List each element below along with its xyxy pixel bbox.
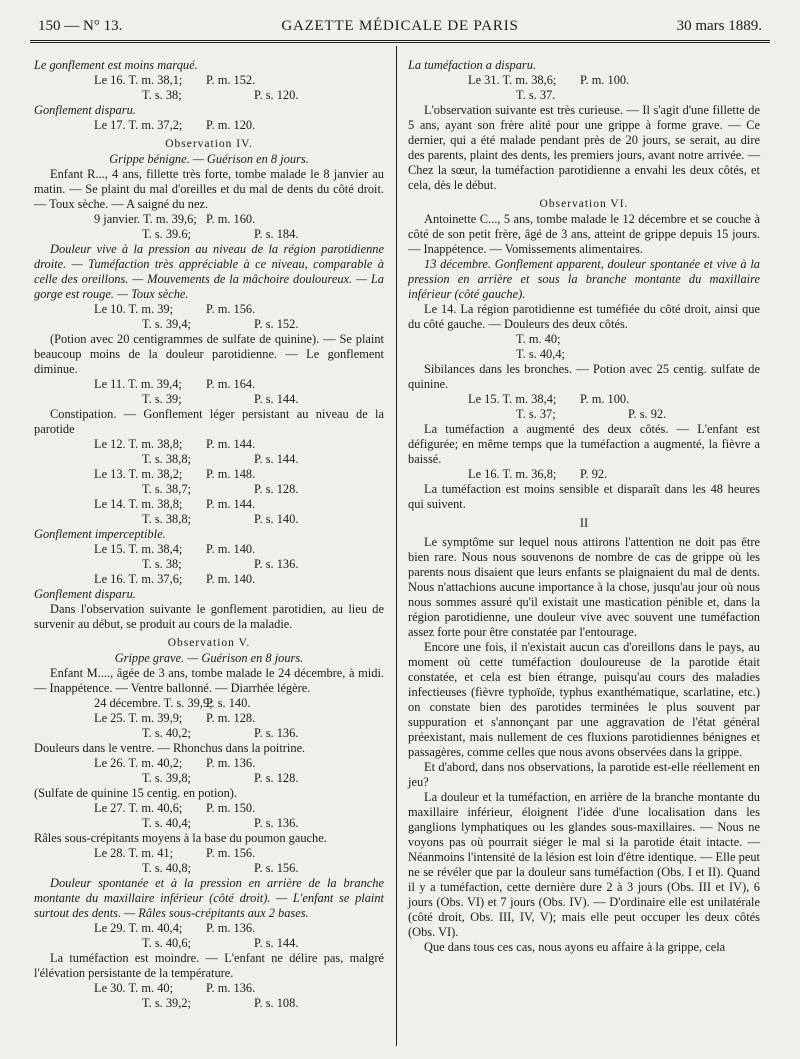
vitals-row (34, 88, 384, 103)
temperature-reading: T. s. 38; (142, 88, 182, 102)
issue-date: 30 mars 1889. (676, 18, 762, 34)
text-line: (Sulfate de quinine 15 centig. en potion). (34, 786, 238, 800)
vitals-row (34, 73, 384, 88)
vitals-row (34, 482, 384, 497)
paragraph: Le symptôme sur lequel nous attirons l'attention ne doit pas être bien rare. Nous nous souvenons de nombre de cas de grippe où les parents nous disaient que leurs enfants se plaignaient du mal de dents. Nous n'attachions aucune importance à la chose, jusqu'au jour où nous nous sommes assuré qu'il existait une mastication pénible et, dans la région parotidienne, une douleur vive avec souvent une tuméfaction assez forte pour être constatée par l'entourage. (408, 535, 760, 639)
pulse-reading: P. m. 136. (206, 921, 256, 935)
italic-note: La tuméfaction a disparu. (408, 58, 537, 72)
vitals-row (34, 996, 384, 1011)
vitals-row (34, 452, 384, 467)
temperature-reading: T. s. 39; (142, 392, 182, 406)
paragraph: Encore une fois, il n'existait aucun cas d'oreillons dans le pays, au moment où cette tuméfaction douloureuse de la parotide était constatée, et cela est bien étrange, puisqu'au cours des maladies infectieuses (fièvre typhoïde, typhus exanthématique, scarlatine, etc.) on constate bien des parotides terminées le plus souvent par suppuration et s'annonçant par une aggravation de l'état général préexistant, mais nullement de ces fluxions parotidiennes bénignes et passagères, comme celles que nous avons observées dans la grippe. (408, 640, 760, 759)
paragraph: Sibilances dans les bronches. — Potion avec 25 centig. sulfate de quinine. (408, 362, 760, 391)
paragraph: Dans l'observation suivante le gonflement parotidien, au lieu de survenir au début, se produit au cours de la maladie. (34, 602, 384, 631)
vitals-row (34, 846, 384, 861)
pulse-reading: P. s. 156. (254, 861, 299, 875)
paragraph: La tuméfaction est moindre. — L'enfant ne délire pas, malgré l'élévation persistante de la température. (34, 951, 384, 980)
vitals-row (34, 512, 384, 527)
vitals-row (34, 726, 384, 741)
pulse-reading: P. m. 144. (206, 497, 256, 511)
vitals-row (34, 711, 384, 726)
vitals-row (34, 118, 384, 133)
vitals-row (34, 921, 384, 936)
temperature-reading: Le 13. T. m. 38,2; (94, 467, 183, 481)
pulse-reading: P. s. 152. (254, 317, 299, 331)
pulse-reading: P. m. 120. (206, 118, 256, 132)
right-column (408, 58, 760, 955)
vitals-row (408, 332, 760, 347)
paragraph: Enfant R..., 4 ans, fillette très forte, tombe malade le 8 janvier au matin. — Se plaint du mal d'oreilles et du mal de dents du côté droit. — Toux sèche. — A saigné du nez. (34, 167, 384, 211)
paragraph: 13 décembre. Gonflement apparent, douleur spontanée et vive à la pression en arrière et sous la branche montante du maxillaire inférieur (côté gauche). (408, 257, 760, 301)
temperature-reading: T. s. 38,8; (142, 452, 191, 466)
text-line: Douleurs dans le ventre. — Rhonchus dans la poitrine. (34, 741, 306, 755)
pulse-reading: P. m. 164. (206, 377, 256, 391)
pulse-reading: P. m. 136. (206, 756, 256, 770)
vitals-row (34, 771, 384, 786)
vitals-row (34, 801, 384, 816)
temperature-reading: T. s. 37. (516, 88, 556, 102)
paragraph: Que dans tous ces cas, nous ayons eu affaire à la grippe, cela (424, 940, 726, 954)
pulse-reading: P. s. 184. (254, 227, 299, 241)
vitals-row (408, 467, 760, 482)
vitals-row (408, 73, 760, 88)
pulse-reading: P. m. 128. (206, 711, 256, 725)
vitals-row (34, 542, 384, 557)
temperature-reading: T. s. 39.6; (142, 227, 191, 241)
vitals-row (34, 377, 384, 392)
paragraph: Constipation. — Gonflement léger persistant au niveau de la parotide (34, 407, 384, 436)
pulse-reading: P. s. 144. (254, 392, 299, 406)
text-line: Râles sous-crépitants moyens à la base du poumon gauche. (34, 831, 327, 845)
pulse-reading: P. s. 108. (254, 996, 299, 1010)
temperature-reading: T. s. 40,4; (516, 347, 565, 361)
vitals-row (34, 212, 384, 227)
pulse-reading: P. m. 160. (206, 212, 256, 226)
temperature-reading: T. s. 39,2; (142, 996, 191, 1010)
temperature-reading: Le 17. T. m. 37,2; (94, 118, 183, 132)
pulse-reading: P. m. 156. (206, 302, 256, 316)
temperature-reading: Le 11. T. m. 39,4; (94, 377, 182, 391)
vitals-row (34, 497, 384, 512)
temperature-reading: T. s. 40,6; (142, 936, 191, 950)
pulse-reading: P. s. 120. (254, 88, 299, 102)
temperature-reading: T. s. 40,4; (142, 816, 191, 830)
pulse-reading: P. m. 100. (580, 392, 630, 406)
vitals-row (34, 467, 384, 482)
paragraph: Le 14. La région parotidienne est tuméfiée du côté droit, ainsi que du côté gauche. — Douleurs des deux côtés. (408, 302, 760, 331)
italic-note: Gonflement disparu. (34, 103, 136, 117)
vitals-row (408, 347, 760, 362)
pulse-reading: P. m. 140. (206, 542, 256, 556)
temperature-reading: Le 16. T. m. 38,1; (94, 73, 183, 87)
pulse-reading: P. s. 140. (206, 696, 251, 710)
temperature-reading: 9 janvier. T. m. 39,6; (94, 212, 197, 226)
temperature-reading: Le 15. T. m. 38,4; (468, 392, 557, 406)
vitals-row (408, 392, 760, 407)
journal-title: GAZETTE MÉDICALE DE PARIS (281, 18, 519, 34)
observation-heading: Observation IV. (165, 138, 253, 150)
observation-heading: Observation V. (167, 637, 251, 649)
italic-note: Gonflement disparu. (34, 587, 136, 601)
temperature-reading: Le 15. T. m. 38,4; (94, 542, 183, 556)
vitals-row (34, 696, 384, 711)
paragraph: (Potion avec 20 centigrammes de sulfate de quinine). — Se plaint beaucoup moins de la douleur parotidienne. — Le gonflement diminue. (34, 332, 384, 376)
paragraph: La douleur et la tuméfaction, en arrière de la branche montante du maxillaire inférieur, éloignent l'idée d'une localisation dans les ganglions lymphatiques ou les glandes sous-maxillaires. — Nous ne voyons pas où pourrait siéger le mal si la parotide était intacte. — Néanmoins l'intensité de la lésion est loin d'être identique. — Elle peut ne se révéler que par la douleur sans tuméfaction (Obs. I et II). Quand il y a tuméfaction, cette dernière dure 2 à 3 jours (Obs. III et IV), 6 jours (Obs. VI) et 7 jours (Obs. IV). — D'ordinaire elle est unilatérale (côté droit, Obs. III, IV, V); mais elle peut occuper les deux côtés (Obs. VI). (408, 790, 760, 939)
temperature-reading: Le 31. T. m. 38,6; (468, 73, 557, 87)
pulse-reading: P. s. 136. (254, 557, 299, 571)
pulse-reading: P. m. 150. (206, 801, 256, 815)
temperature-reading: Le 27. T. m. 40,6; (94, 801, 183, 815)
temperature-reading: T. s. 40,8; (142, 861, 191, 875)
temperature-reading: Le 10. T. m. 39; (94, 302, 174, 316)
column-divider (396, 46, 397, 1046)
temperature-reading: T. s. 39,8; (142, 771, 191, 785)
temperature-reading: T. s. 38,7; (142, 482, 191, 496)
paragraph: Douleur vive à la pression au niveau de la région parotidienne droite. — Tuméfaction très appréciable à ce niveau, comparable à celle des oreillons. — Mouvements de la mâchoire douloureux. — La gorge est rouge. — Toux sèche. (34, 242, 384, 301)
vitals-row (34, 756, 384, 771)
pulse-reading: P. m. 140. (206, 572, 256, 586)
paragraph: Et d'abord, dans nos observations, la parotide est-elle réellement en jeu? (408, 760, 760, 789)
pulse-reading: P. s. 136. (254, 726, 299, 740)
vitals-row (34, 317, 384, 332)
pulse-reading: P. s. 92. (628, 407, 667, 421)
pulse-reading: P. m. 148. (206, 467, 256, 481)
paragraph: La tuméfaction est moins sensible et disparaît dans les 48 heures qui suivent. (408, 482, 760, 511)
pulse-reading: P. s. 140. (254, 512, 299, 526)
pulse-reading: P. 92. (580, 467, 608, 481)
pulse-reading: P. s. 128. (254, 771, 299, 785)
pulse-reading: P. s. 136. (254, 816, 299, 830)
paragraph: La tuméfaction a augmenté des deux côtés. — L'enfant est défigurée; en même temps que la tuméfaction a augmenté, la fièvre a baissé. (408, 422, 760, 466)
vitals-row (408, 407, 760, 422)
vitals-row (34, 557, 384, 572)
temperature-reading: T. s. 38; (142, 557, 182, 571)
vitals-row (34, 392, 384, 407)
observation-subtitle: Grippe grave. — Guérison en 8 jours. (114, 651, 304, 665)
left-column (34, 58, 384, 1011)
temperature-reading: Le 28. T. m. 41; (94, 846, 174, 860)
pulse-reading: P. s. 128. (254, 482, 299, 496)
pulse-reading: P. m. 100. (580, 73, 630, 87)
vitals-row (34, 302, 384, 317)
temperature-reading: Le 12. T. m. 38,8; (94, 437, 183, 451)
paragraph: Antoinette C..., 5 ans, tombe malade le 12 décembre et se couche à côté de son petit frère, âgé de 3 ans, atteint de grippe depuis 15 jours. — Inappétence. — Vomissements alimentaires. (408, 212, 760, 256)
observation-heading: Observation VI. (539, 198, 629, 210)
vitals-row (408, 88, 760, 103)
vitals-row (34, 861, 384, 876)
pulse-reading: P. m. 156. (206, 846, 256, 860)
temperature-reading: 24 décembre. T. s. 39,9; (94, 696, 213, 710)
temperature-reading: Le 26. T. m. 40,2; (94, 756, 183, 770)
temperature-reading: Le 29. T. m. 40,4; (94, 921, 183, 935)
paragraph: Douleur spontanée et à la pression en arrière de la branche montante du maxillaire inférieur (côté droit). — L'enfant se plaint surtout des dents. — Râles sous-crépitants aux 2 bases. (34, 876, 384, 920)
pulse-reading: P. s. 144. (254, 452, 299, 466)
pulse-reading: P. m. 136. (206, 981, 256, 995)
pulse-reading: P. m. 144. (206, 437, 256, 451)
vitals-row (34, 816, 384, 831)
vitals-row (34, 437, 384, 452)
page-header (30, 12, 770, 38)
temperature-reading: Le 30. T. m. 40; (94, 981, 174, 995)
temperature-reading: T. s. 40,2; (142, 726, 191, 740)
page-number: 150 — N° 13. (38, 18, 123, 34)
temperature-reading: Le 14. T. m. 38,8; (94, 497, 183, 511)
temperature-reading: Le 16. T. m. 36,8; (468, 467, 557, 481)
header-rule (30, 40, 770, 43)
vitals-row (34, 227, 384, 242)
temperature-reading: Le 16. T. m. 37,6; (94, 572, 183, 586)
temperature-reading: T. s. 39,4; (142, 317, 191, 331)
section-numeral: II (579, 516, 589, 530)
italic-note: Gonflement imperceptible. (34, 527, 166, 541)
italic-note: Le gonflement est moins marqué. (34, 58, 198, 72)
paragraph: Enfant M...., âgée de 3 ans, tombe malade le 24 décembre, à midi. — Inappétence. — Ventre ballonné. — Diarrhée légère. (34, 666, 384, 695)
temperature-reading: T. m. 40; (516, 332, 561, 346)
vitals-row (34, 572, 384, 587)
temperature-reading: Le 25. T. m. 39,9; (94, 711, 183, 725)
observation-subtitle: Grippe bénigne. — Guérison en 8 jours. (109, 152, 309, 166)
vitals-row (34, 936, 384, 951)
paragraph: L'observation suivante est très curieuse. — Il s'agit d'une fillette de 5 ans, ayant son frère alité pour une grippe à forme grave. — Ce dernier, qui a été malade pendant près de 20 jours, se serait, au dire des parents, plaint des dents, les premiers jours, avant notre arrivée. — Chez la sœur, la tuméfaction parotidienne a envahi les deux côtés, et cela, dès le début. (408, 103, 760, 192)
temperature-reading: T. s. 38,8; (142, 512, 191, 526)
vitals-row (34, 981, 384, 996)
pulse-reading: P. m. 152. (206, 73, 256, 87)
pulse-reading: P. s. 144. (254, 936, 299, 950)
temperature-reading: T. s. 37; (516, 407, 556, 421)
